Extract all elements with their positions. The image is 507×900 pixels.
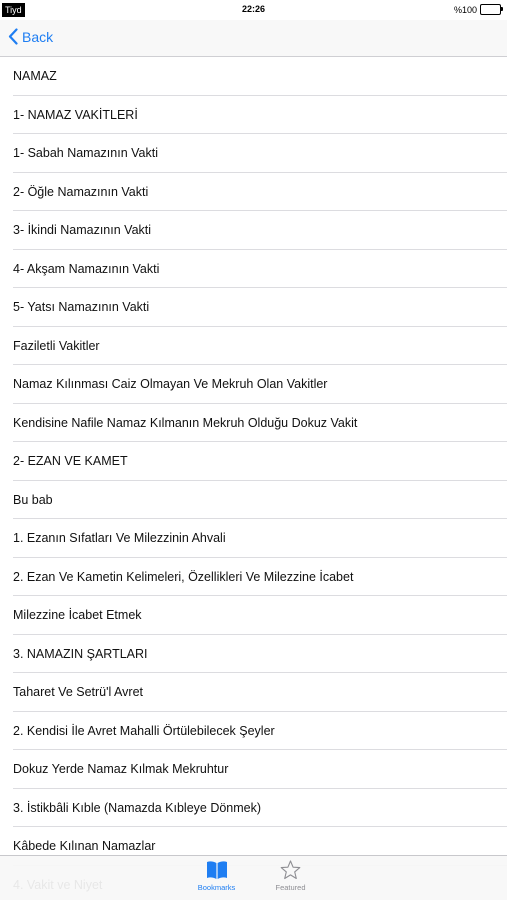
list-item-label: 1- Sabah Namazının Vakti xyxy=(13,146,158,161)
list-item[interactable] xyxy=(0,134,507,173)
chevron-left-icon xyxy=(8,28,18,45)
list-item[interactable] xyxy=(0,635,507,674)
carrier-label: Tiyd xyxy=(2,3,25,17)
list-item[interactable] xyxy=(0,57,507,96)
battery-indicator xyxy=(454,4,501,15)
list-item[interactable] xyxy=(0,442,507,481)
list-item-label: 1. Ezanın Sıfatları Ve Milezzinin Ahvali xyxy=(13,531,226,546)
list-item[interactable] xyxy=(0,712,507,751)
list-item-label: 4- Akşam Namazının Vakti xyxy=(13,261,160,276)
list-item-label: 2- Öğle Namazının Vakti xyxy=(13,184,149,199)
battery-percent: %100 xyxy=(453,4,477,15)
list-item-label: 3. NAMAZIN ŞARTLARI xyxy=(13,646,148,661)
list-item[interactable] xyxy=(0,96,507,135)
list-item[interactable] xyxy=(0,250,507,289)
tab-bar xyxy=(0,855,507,900)
star-icon xyxy=(280,860,301,880)
list-item-label: Faziletli Vakitler xyxy=(13,338,100,353)
tab-bookmarks[interactable] xyxy=(199,856,235,900)
list-item-label: Namaz Kılınması Caiz Olmayan Ve Mekruh Olan Vakitler xyxy=(13,377,328,392)
list-item-label: Kendisine Nafile Namaz Kılmanın Mekruh Olduğu Dokuz Vakit xyxy=(13,415,358,430)
list-item[interactable] xyxy=(0,481,507,520)
list-item[interactable] xyxy=(0,673,507,712)
book-icon xyxy=(206,860,228,880)
contents-list xyxy=(0,57,507,900)
list-item-label: Bu bab xyxy=(13,492,53,507)
list-item[interactable] xyxy=(0,789,507,828)
list-item-label: 5- Yatsı Namazının Vakti xyxy=(13,300,150,315)
list-item-label: Taharet Ve Setrü'l Avret xyxy=(13,685,144,700)
status-time: 22:26 xyxy=(241,4,266,14)
list-item-label: 3- İkindi Namazının Vakti xyxy=(13,223,152,238)
list-item[interactable] xyxy=(0,404,507,443)
list-item-label: Milezzine İcabet Etmek xyxy=(13,608,142,623)
tab-featured-label: Featured xyxy=(275,883,306,892)
list-item-label: Kâbede Kılınan Namazlar xyxy=(13,839,156,854)
list-item[interactable] xyxy=(0,558,507,597)
list-item-label: 2- EZAN VE KAMET xyxy=(13,454,128,469)
list-item-label: 3. İstikbâli Kıble (Namazda Kıbleye Dönmek) xyxy=(13,800,262,815)
list-item-label: 1- NAMAZ VAKİTLERİ xyxy=(13,107,138,122)
back-button[interactable] xyxy=(8,28,53,45)
battery-icon xyxy=(480,4,501,15)
list-item[interactable] xyxy=(0,365,507,404)
list-item[interactable] xyxy=(0,519,507,558)
list-item[interactable] xyxy=(0,750,507,789)
list-item[interactable] xyxy=(0,288,507,327)
list-item[interactable] xyxy=(0,596,507,635)
list-item[interactable] xyxy=(0,211,507,250)
navigation-bar xyxy=(0,20,507,57)
status-bar xyxy=(0,0,507,20)
back-label: Back xyxy=(22,28,54,45)
list-item-label: 2. Kendisi İle Avret Mahalli Örtülebilecek Şeyler xyxy=(13,723,275,738)
tab-bookmarks-label: Bookmarks xyxy=(197,883,236,892)
tab-featured[interactable] xyxy=(273,856,309,900)
list-item-label: Dokuz Yerde Namaz Kılmak Mekruhtur xyxy=(13,762,229,777)
list-item[interactable] xyxy=(0,327,507,366)
list-item-label: NAMAZ xyxy=(13,69,57,84)
list-item-label: 2. Ezan Ve Kametin Kelimeleri, Özellikleri Ve Milezzine İcabet xyxy=(13,569,354,584)
list-item[interactable] xyxy=(0,173,507,212)
